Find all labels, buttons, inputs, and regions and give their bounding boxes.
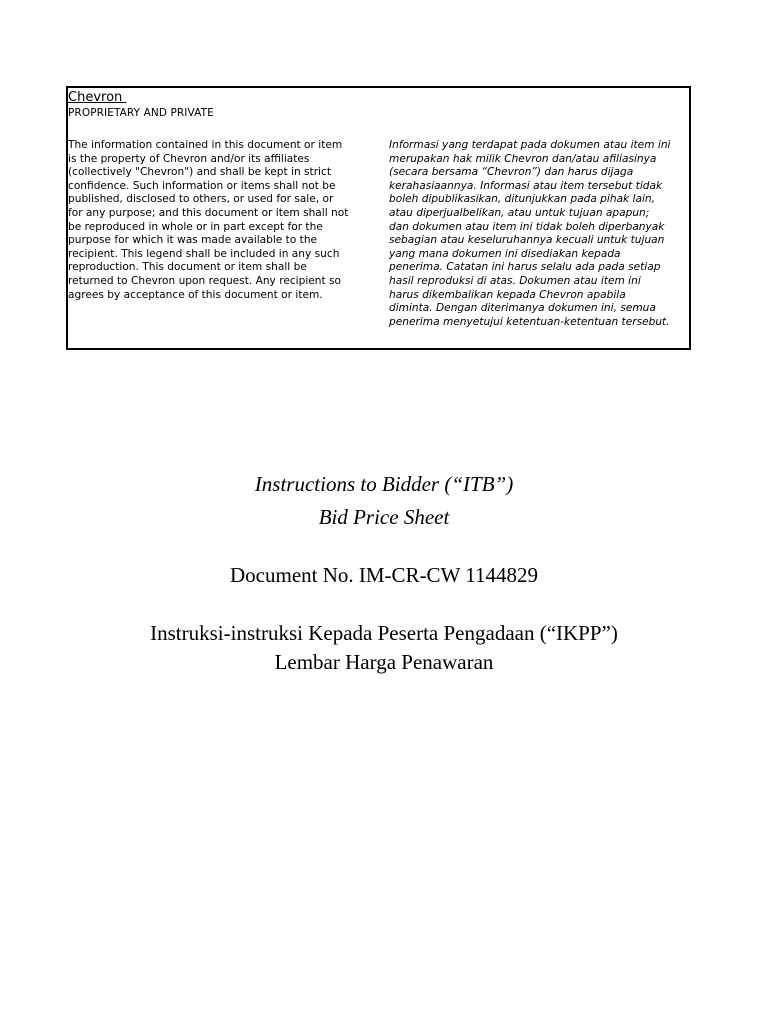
legend-english-line: recipient. This legend shall be included in any such (68, 247, 340, 260)
document-number: Document No. IM-CR-CW 1144829 (230, 563, 538, 587)
legend-english-line: reproduction. This document or item shall be (68, 261, 307, 274)
legend-indonesian-line: harus dikembalikan kepada Chevron apabila (389, 288, 626, 301)
legend-indonesian-line: hasil reproduksi di atas. Dokumen atau item ini (389, 274, 641, 287)
legend-english-line: (collectively "Chevron") and shall be kept in strict (68, 166, 331, 179)
company-name: Chevron (68, 90, 127, 105)
legend-english-line: published, disclosed to others, or used for sale, or (68, 193, 334, 206)
legend-indonesian-line: penerima menyetujui ketentuan-ketentuan tersebut. (389, 315, 670, 328)
legend-indonesian-line: dan dokumen atau item ini tidak boleh diperbanyak (389, 220, 665, 233)
legend-indonesian-line: (secara bersama “Chevron”) dan harus dijaga (389, 166, 634, 179)
legend-english-paragraph (68, 139, 374, 302)
legend-english-line: agrees by acceptance of this document or item. (68, 288, 323, 301)
legend-indonesian-line: atau diperjualbelikan, atau untuk tujuan apapun; (389, 206, 650, 219)
legend-english-line: is the property of Chevron and/or its affiliates (68, 152, 310, 165)
document-subtitle-indonesian: Lembar Harga Penawaran (274, 650, 494, 674)
legend-indonesian-line: diminta. Dengan diterimanya dokumen ini, semua (389, 302, 656, 315)
legend-indonesian-line: sebagian atau keseluruhannya kecuali untuk tujuan (389, 234, 665, 247)
legend-english-line: purpose for which it was made available to the (68, 234, 318, 247)
proprietary-legend-box (66, 86, 691, 350)
legend-indonesian-line: Informasi yang terdapat pada dokumen atau item ini (389, 139, 671, 151)
document-title-indonesian: Instruksi-instruksi Kepada Peserta Pengadaan (“IKPP”) (150, 621, 618, 645)
legend-english-line: for any purpose; and this document or item shall not (68, 206, 349, 219)
legend-indonesian-line: merupakan hak milik Chevron dan/atau afiliasinya (389, 152, 657, 165)
legend-english-line: returned to Chevron upon request. Any recipient so (68, 274, 342, 287)
legend-indonesian-line: yang mana dokumen ini disediakan kepada (389, 247, 621, 260)
legend-indonesian-paragraph (389, 139, 695, 329)
document-subtitle-english: Bid Price Sheet (318, 505, 450, 529)
classification-label: PROPRIETARY AND PRIVATE (68, 107, 214, 119)
legend-english-line: confidence. Such information or items shall not be (68, 179, 336, 192)
legend-indonesian-line: kerahasiaannya. Informasi atau item tersebut tidak (389, 179, 663, 192)
document-title-english: Instructions to Bidder (“ITB”) (254, 472, 514, 496)
legend-english-line: be reproduced in whole or in part except for the (68, 220, 323, 233)
legend-indonesian-line: boleh dipublikasikan, ditunjukkan pada pihak lain, (389, 193, 656, 206)
legend-indonesian-line: penerima. Catatan ini harus selalu ada pada setiap (389, 261, 661, 274)
legend-english-line: The information contained in this document or item (68, 139, 343, 151)
